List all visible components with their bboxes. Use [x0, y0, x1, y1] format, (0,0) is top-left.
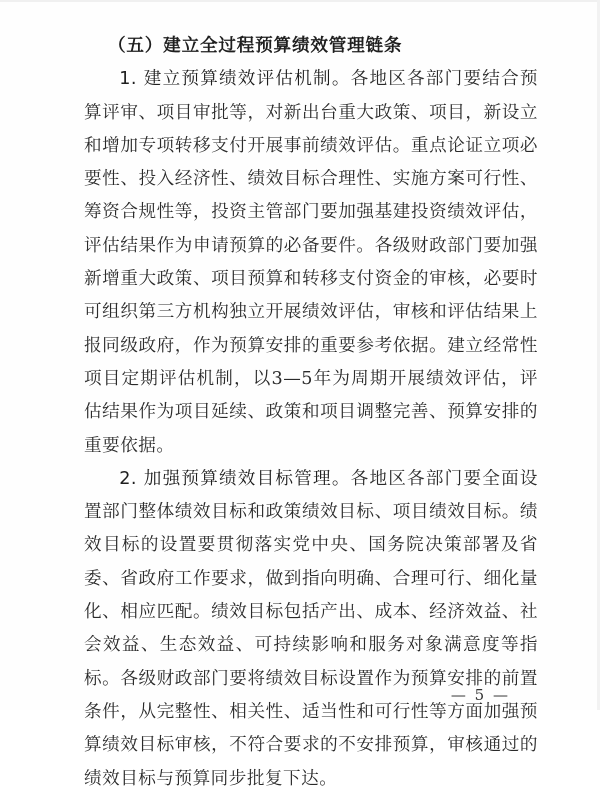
paragraph-item-1: [84, 63, 538, 463]
paragraph-item-2-lead: 2. 加强预算绩效目标管理。: [119, 468, 351, 489]
paragraph-item-2-body: 各地区各部门要全面设置部门整体绩效目标和政策绩效目标、项目绩效目标。绩效目标的设置要贯彻落实党中央、国务院决策部署及省委、省政府工作要求，做到指向明确、合理可行、细化量化、相应匹配。绩效目标包括产出、成本、经济效益、社会效益、生态效益、可持续影响和服务对象满意度等指标。各级财政部门要将绩效目标设置作为预算安排的前置条件，从完整性、相关性、适当性和可行性等方面加强预算绩效目标审核，不符合要求的不安排预算，审核通过的绩效目标与预算同步批复下达。: [84, 468, 538, 789]
page-number: — 5 —: [450, 686, 510, 704]
section-heading: （五）建立全过程预算绩效管理链条: [108, 36, 403, 56]
paragraph-item-2: [84, 463, 538, 796]
page-edge-top: [0, 0, 600, 2]
paragraph-item-1-lead: 1. 建立预算绩效评估机制。: [119, 69, 351, 90]
document-body: [84, 30, 538, 796]
paragraph-item-1-body: 各地区各部门要结合预算评审、项目审批等，对新出台重大政策、项目，新设立和增加专项转移支付开展事前绩效评估。重点论证立项必要性、投入经济性、绩效目标合理性、实施方案可行性、筹资合规性等，投资主管部门要加强基建投资绩效评估，评估结果作为申请预算的必备要件。各级财政部门要加强新增重大政策、项目预算和转移支付资金的审核，必要时可组织第三方机构独立开展绩效评估，审核和评估结果上报同级政府，作为预算安排的重要参考依据。建立经常性项目定期评估机制，以3—5年为周期开展绩效评估，评估结果作为项目延续、政策和项目调整完善、预算安排的重要依据。: [84, 69, 538, 456]
